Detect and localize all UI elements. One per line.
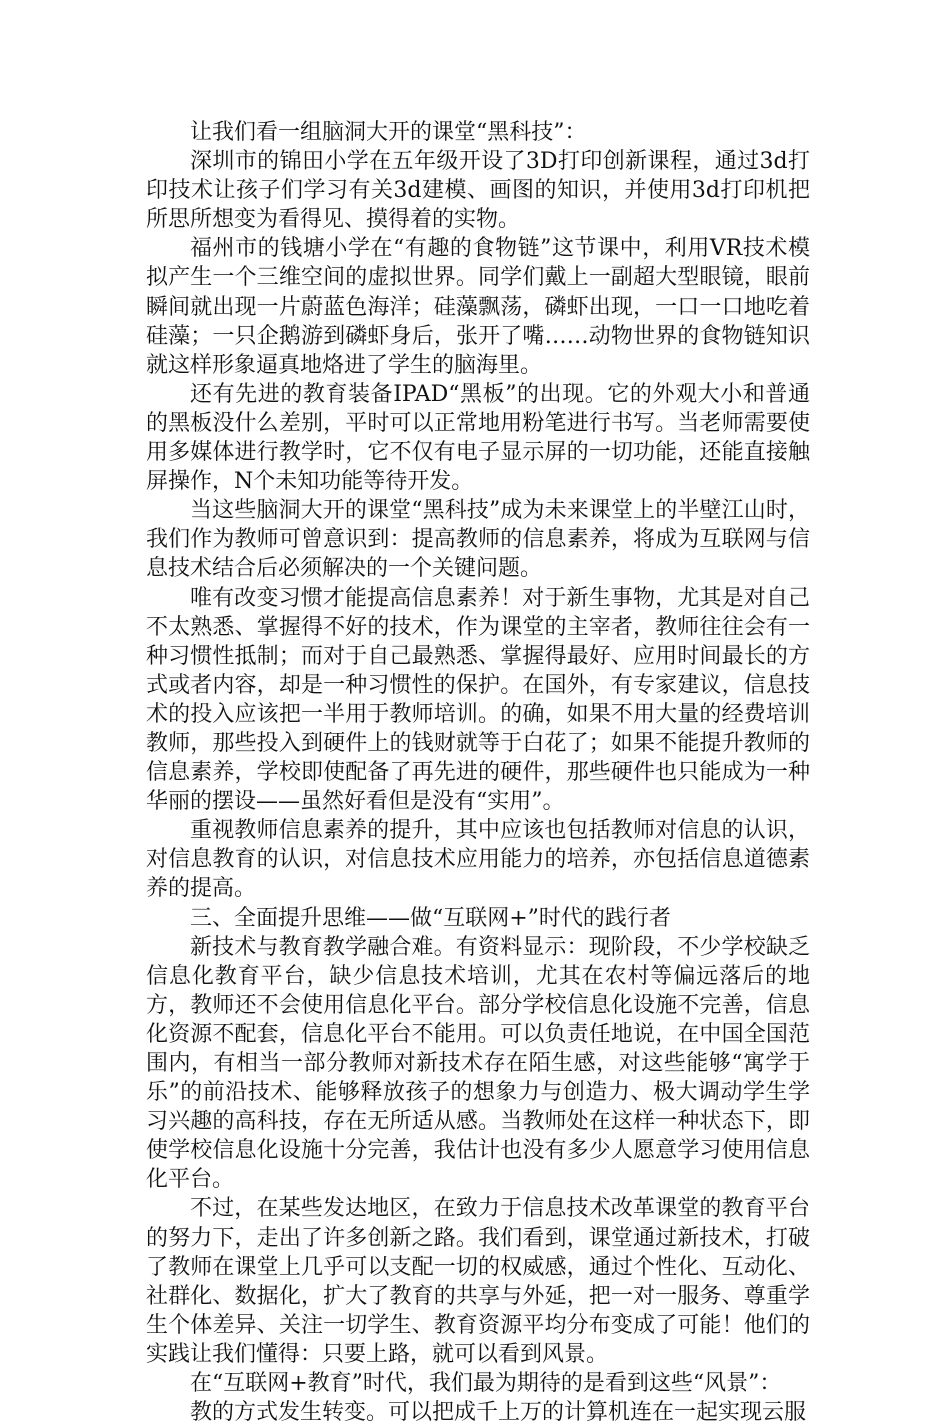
section-heading-three: 三、全面提升思维——做“互联网+”时代的践行者 bbox=[190, 905, 671, 931]
paragraph-habit-change: 唯有改变习惯才能提高信息素养！对于新生事物，尤其是对自己不太熟悉、掌握得不好的技术，作为课堂的主宰者，教师往往会有一种习惯性抵制；而对于自己最熟悉、掌握得最好、应用时间最长的方式或者内容，却是一种习惯性的保护。在国外，有专家建议，信息技术的投入应该把一半用于教师培训。的确，如果不用大量的经费培训教师，那些投入到硬件上的钱财就等于白花了；如果不能提升教师的信息素养，学校即使配备了再先进的硬件，那些硬件也只能成为一种华丽的摆设——虽然好看但是没有“实用”。 bbox=[146, 585, 810, 815]
paragraph-vr-food-chain: 福州市的钱塘小学在“有趣的食物链”这节课中，利用VR技术模拟产生一个三维空间的虚拟世界。同学们戴上一副超大型眼镜，眼前瞬间就出现一片蔚蓝色海洋；硅藻飘荡，磷虾出现，一口一口地吃着硅藻；一只企鹅游到磷虾身后，张开了嘴……动物世界的食物链知识就这样形象逼真地烙进了学生的脑海里。 bbox=[146, 236, 810, 378]
paragraph-developed-regions: 不过，在某些发达地区，在致力于信息技术改革课堂的教育平台的努力下，走出了许多创新之路。我们看到，课堂通过新技术，打破了教师在课堂上几乎可以支配一切的权威感，通过个性化、互动化、社群化、数据化，扩大了教育的共享与外延，把一对一服务、尊重学生个体差异、关注一切学生、教育资源平均分布变成了可能！他们的实践让我们懂得：只要上路，就可以看到风景。 bbox=[146, 1196, 810, 1367]
paragraph-info-literacy: 重视教师信息素养的提升，其中应该也包括教师对信息的认识，对信息教育的认识，对信息技术应用能力的培养，亦包括信息道德素养的提高。 bbox=[146, 818, 810, 902]
paragraph-teacher-awareness: 当这些脑洞大开的课堂“黑科技”成为未来课堂上的半壁江山时，我们作为教师可曾意识到：提高教师的信息素养，将成为互联网与信息技术结合后必须解决的一个关键问题。 bbox=[146, 498, 810, 582]
paragraph-integration-difficulty: 新技术与教育教学融合难。有资料显示：现阶段，不少学校缺乏信息化教育平台，缺少信息技术培训，尤其在农村等偏远落后的地方，教师还不会使用信息化平台。部分学校信息化设施不完善，信息化资源不配套，信息化平台不能用。可以负责任地说，在中国全国范围内，有相当一部分教师对新技术存在陌生感，对这些能够“寓学于乐”的前沿技术、能够释放孩子的想象力与创造力、极大调动学生学习兴趣的高科技，存在无所适从感。当教师处在这样一种状态下，即使学校信息化设施十分完善，我估计也没有多少人愿意学习使用信息化平台。 bbox=[146, 934, 810, 1193]
document-page bbox=[146, 118, 810, 1427]
paragraph-internet-education: 在“互联网+教育”时代，我们最为期待的是看到这些“风景”： bbox=[190, 1371, 782, 1397]
paragraph-3d-printing: 深圳市的锦田小学在五年级开设了3D打印创新课程，通过3d打印技术让孩子们学习有关3d建模、画图的知识，并使用3d打印机把所思所想变为看得见、摸得着的实物。 bbox=[146, 149, 810, 233]
paragraph-classroom-tech-intro: 让我们看一组脑洞大开的课堂“黑科技”： bbox=[190, 120, 587, 145]
paragraph-teaching-change: 教的方式发生转变。可以把成千上万的计算机连在一起实现云服 bbox=[190, 1400, 807, 1426]
paragraph-ipad-blackboard: 还有先进的教育装备IPAD“黑板”的出现。它的外观大小和普通的黑板没什么差别，平时可以正常地用粉笔进行书写。当老师需要使用多媒体进行教学时，它不仅有电子显示屏的一切功能，还能直接触屏操作，N个未知功能等待开发。 bbox=[146, 381, 810, 495]
